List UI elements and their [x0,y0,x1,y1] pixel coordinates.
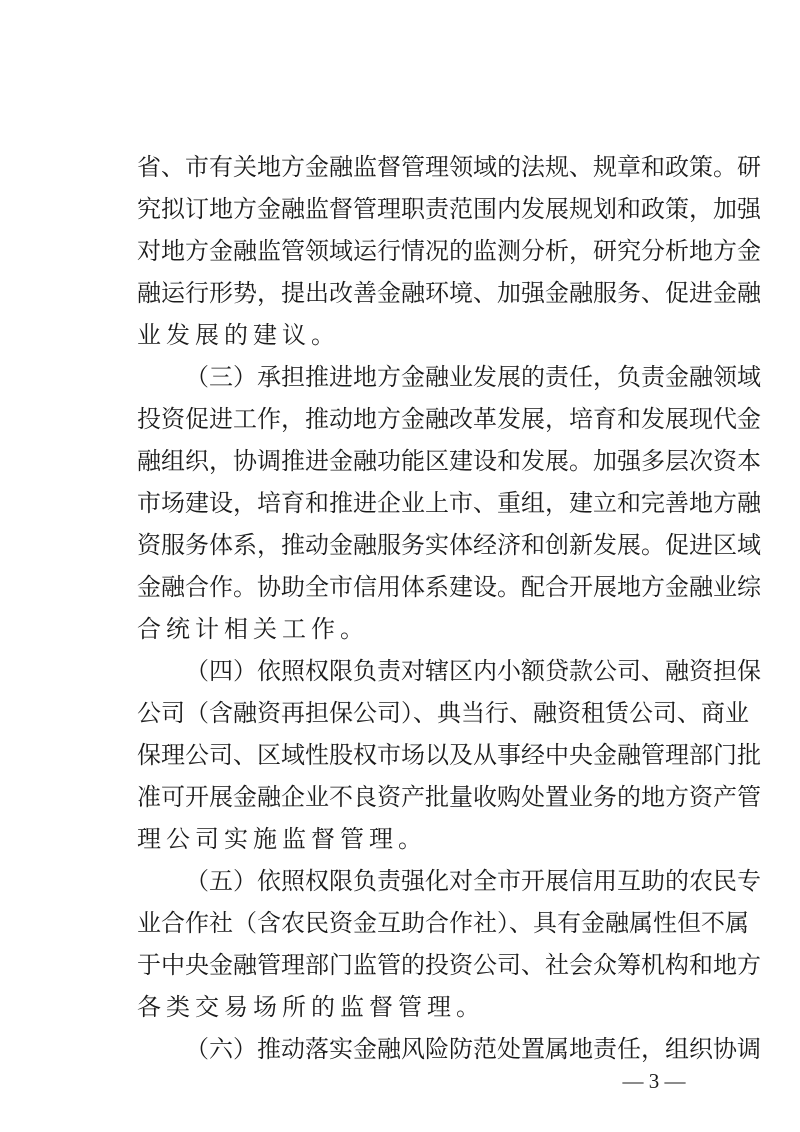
text-line: 省、市有关地方金融监督管理领域的法规、规章和政策。研 [137,153,761,181]
text-line: 资服务体系，推动金融服务实体经济和创新发展。促进区域 [137,531,761,559]
text-line: 对地方金融监管领域运行情况的监测分析，研究分析地方金 [137,237,761,265]
page-number: — 3 — [622,1069,686,1093]
text-line: （五）依照权限负责强化对全市开展信用互助的农民专 [185,867,761,895]
text-line: 理公司实施监督管理。 [137,825,427,853]
text-line: （六）推动落实金融风险防范处置属地责任，组织协调 [185,1035,761,1063]
text-line: （三）承担推进地方金融业发展的责任，负责金融领域 [185,363,761,391]
text-line: （四）依照权限负责对辖区内小额贷款公司、融资担保 [185,657,761,685]
text-line: 保理公司、区域性股权市场以及从事经中央金融管理部门批 [137,741,761,769]
text-line: 各类交易场所的监督管理。 [137,993,485,1021]
text-line: 市场建设，培育和推进企业上市、重组，建立和完善地方融 [137,489,761,517]
text-line: 究拟订地方金融监督管理职责范围内发展规划和政策，加强 [137,195,761,223]
text-line: 融组织，协调推进金融功能区建设和发展。加强多层次资本 [137,447,761,475]
text-line: 业合作社（含农民资金互助合作社）、具有金融属性但不属 [137,909,749,937]
text-line: 金融合作。协助全市信用体系建设。配合开展地方金融业综 [137,573,761,601]
text-line: 投资促进工作，推动地方金融改革发展，培育和发展现代金 [137,405,761,433]
text-line: 于中央金融管理部门监管的投资公司、社会众筹机构和地方 [137,951,761,979]
text-line: 准可开展金融企业不良资产批量收购处置业务的地方资产管 [137,783,761,811]
text-line: 业发展的建议。 [137,321,340,349]
text-line: 合统计相关工作。 [137,615,369,643]
text-line: 公司（含融资再担保公司）、典当行、融资租赁公司、商业 [137,699,749,727]
text-line: 融运行形势，提出改善金融环境、加强金融服务、促进金融 [137,279,761,307]
